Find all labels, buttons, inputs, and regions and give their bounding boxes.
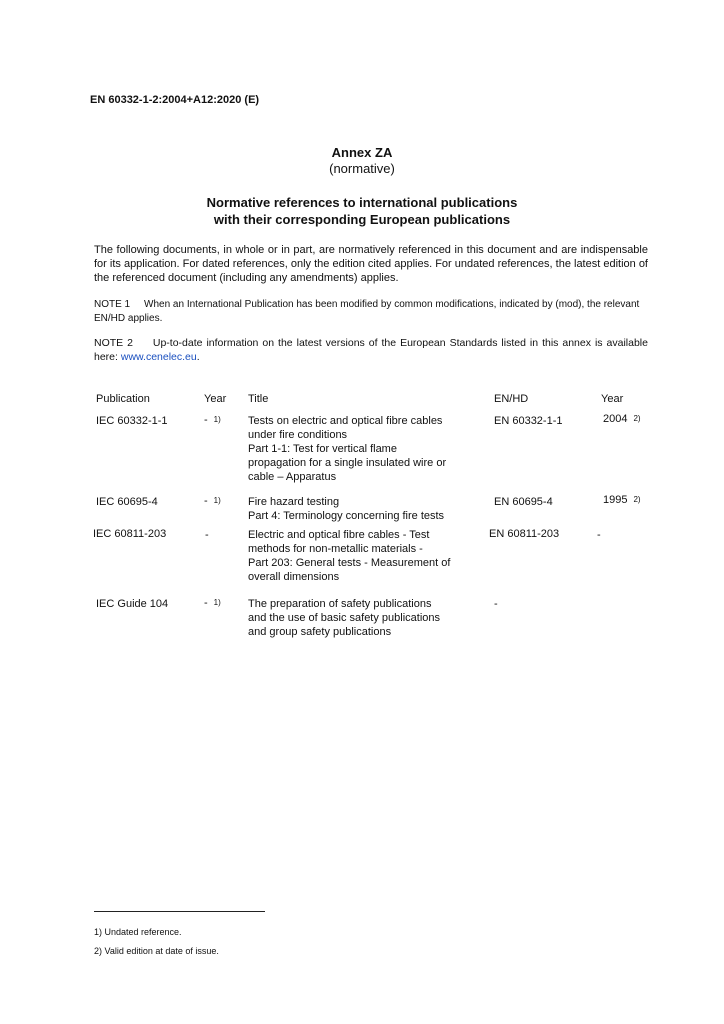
row1-publication: IEC 60332-1-1 [96, 415, 168, 427]
document-id: EN 60332-1-2:2004+A12:2020 (E) [90, 94, 260, 106]
row2-year2: 1995 2) [603, 494, 641, 506]
col-header-title: Title [248, 393, 269, 405]
row1-enhd: EN 60332-1-1 [494, 415, 563, 427]
section-heading-line2: with their corresponding European publications [213, 212, 511, 227]
row3-year2: - [597, 529, 601, 541]
row3-publication: IEC 60811-203 [93, 528, 167, 540]
col-header-year2: Year [601, 393, 624, 405]
intro-paragraph: The following documents, in whole or in part, are normatively referenced in this document and are indispensable for its application. For dated references, only the edition cited applies. For undated references, the latest edition of the referenced document (including any amendments) applies. [94, 244, 648, 284]
annex-type: (normative) [329, 161, 395, 176]
annex-title: Annex ZA [331, 145, 393, 160]
col-header-publication: Publication [96, 393, 150, 405]
note-2-end: . [196, 351, 200, 363]
row1-year2: 2004 2) [603, 413, 641, 425]
section-heading-line1: Normative references to international publications [206, 195, 518, 210]
row3-enhd: EN 60811-203 [489, 528, 560, 540]
note-1 [94, 298, 648, 326]
row3-title: Electric and optical fibre cables - Test methods for non-metallic materials - Part 203: General tests - Measurement of overall dimensions [248, 529, 451, 583]
row4-title: The preparation of safety publications and the use of basic safety publications and group safety publications [248, 598, 441, 638]
footnote-divider [94, 911, 265, 912]
row2-year: - 1) [204, 495, 221, 507]
row4-publication: IEC Guide 104 [96, 598, 169, 610]
row4-enhd: - [494, 598, 498, 610]
row2-title: Fire hazard testing Part 4: Terminology concerning fire tests [248, 496, 445, 522]
col-header-year: Year [204, 393, 227, 405]
section-heading [0, 194, 724, 228]
row2-enhd: EN 60695-4 [494, 496, 553, 508]
row4-year: - 1) [204, 597, 221, 609]
footnote-1: 1) Undated reference. [94, 927, 182, 937]
cenelec-link[interactable]: www.cenelec.eu [120, 351, 197, 363]
footnote-2: 2) Valid edition at date of issue. [94, 946, 219, 956]
note-1-text: When an International Publication has been modified by common modifications, indicated by (mod), the relevant EN/HD applies. [94, 299, 640, 324]
note-2-label: NOTE 2 [94, 337, 133, 349]
row2-publication: IEC 60695-4 [96, 496, 158, 508]
row1-title: Tests on electric and optical fibre cables under fire conditions Part 1-1: Test for vertical flame propagation for a single insulated wire or cable – Apparatus [248, 415, 447, 483]
note-2 [94, 336, 648, 364]
note-2-text: Up-to-date information on the latest versions of the European Standards listed in this annex is available here: [94, 337, 648, 363]
row1-year: - 1) [204, 414, 221, 426]
note-1-label: NOTE 1 [94, 299, 131, 310]
row3-year: - [205, 529, 209, 541]
col-header-enhd: EN/HD [494, 393, 529, 405]
